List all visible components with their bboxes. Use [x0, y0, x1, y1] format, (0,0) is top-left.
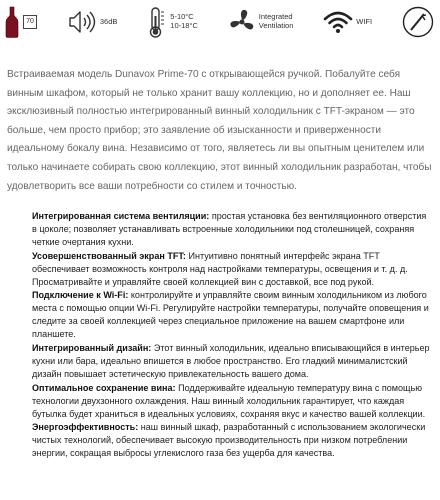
wifi-label: WIFI [356, 16, 373, 26]
thermometer-icon [147, 6, 167, 38]
feature-text: простая установка без вентиляционного отверстия в цоколе; позволяет устанавливать встроенные холодильники под столешницей, сохраняя четкие очертания кухни. [32, 211, 427, 248]
feature-title: Интегрированный дизайн: [32, 342, 152, 353]
spec-noise [67, 9, 118, 35]
spec-bottles [4, 6, 37, 38]
bottle-count-box [23, 15, 37, 29]
feature-item-energy [32, 421, 432, 460]
spec-ventilation [228, 8, 294, 36]
vent-line-1: Integrated [258, 12, 293, 22]
noise-level: 36dB [99, 16, 118, 26]
feature-title: Подключение к Wi-Fi: [32, 290, 129, 301]
temp-range-top: 5-10°C [170, 12, 194, 22]
feature-item-tft [32, 250, 432, 289]
temperature-ranges [170, 13, 198, 30]
fan-icon [228, 8, 256, 36]
wifi-icon [323, 10, 353, 34]
feature-item-preservation [32, 382, 432, 421]
wine-bottle-icon [4, 6, 20, 38]
feature-title: Энергоэффективность: [32, 422, 139, 433]
feature-title: Интегрированная система вентиляции: [32, 211, 210, 221]
vent-line-2: Ventilation [258, 21, 294, 30]
feature-text: Поддерживайте идеальную температуру вина с помощью технологии двухзонного охлаждения. Наш винный холодильник гарантирует, что каждая бутылка будет храниться в идеальных условиях, сохраняя вкус и качество вашей коллекции. [32, 382, 426, 419]
feature-item-design [32, 342, 432, 381]
spec-icons-bar [0, 0, 440, 44]
bottle-count: 70 [26, 17, 34, 25]
feature-list [32, 210, 432, 461]
feature-title: Усовершенствованный экран TFT: [32, 250, 186, 261]
feature-text: наш винный шкаф, разработанный с использованием экологически чистых технологий, обеспечивает высокую производительность при низком потреблении энергии, сокращая выбросы углекислого газа без ущерба для качества. [32, 422, 426, 459]
spec-temperature [147, 6, 198, 38]
feature-item-ventilation [32, 210, 432, 249]
feature-text: Интуитивно понятный интерфейс экрана TFT обеспечивает возможность контроля над настройками температуры, освещения и т. д. д. Просматривайте и управляйте своей коллекцией вин с доставкой, все под рукой. [32, 250, 408, 287]
feature-item-wifi [32, 289, 432, 341]
intro-paragraph: Встраиваемая модель Dunavox Prime-70 с открывающейся ручкой. Побалуйте себя винным шкафом, который не только хранит вашу коллекцию, но и дополняет ее. Наш эксклюзивный полностью интегрированный винный холодильник с TFT-экраном — это больше, чем просто прибор; это заявление об изысканности и приверженности идеальному бокалу вина. Независимо от того, являетесь ли вы опытным ценителем или только начинаете собирать свою коллекцию, этот винный холодильник разработан, чтобы удовлетворить все ваши потребности со стилем и точностью. [7, 69, 432, 192]
feature-text: Этот винный холодильник, идеально вписывающийся в интерьер кухни или бара, идеально впишется в любое пространство. Его гладкий минималистский дизайн повышает эстетическую привлекательность вашего дома. [32, 342, 430, 380]
feature-text: контролируйте и управляйте своим винным холодильником из любого места с помощью опции Wi-Fi. Регулируйте настройки температуры, получайте оповещения и следите за своей коллекцией через специальное приложение на вашем смартфоне или планшете. [32, 290, 429, 340]
speaker-icon [67, 9, 97, 35]
door-handle-icon [402, 6, 434, 38]
spec-handle [402, 6, 434, 38]
feature-title: Оптимальное сохранение вина: [32, 382, 176, 393]
temp-range-bottom: 10-18°C [170, 21, 198, 30]
ventilation-label [259, 13, 294, 30]
spec-wifi [323, 10, 372, 34]
